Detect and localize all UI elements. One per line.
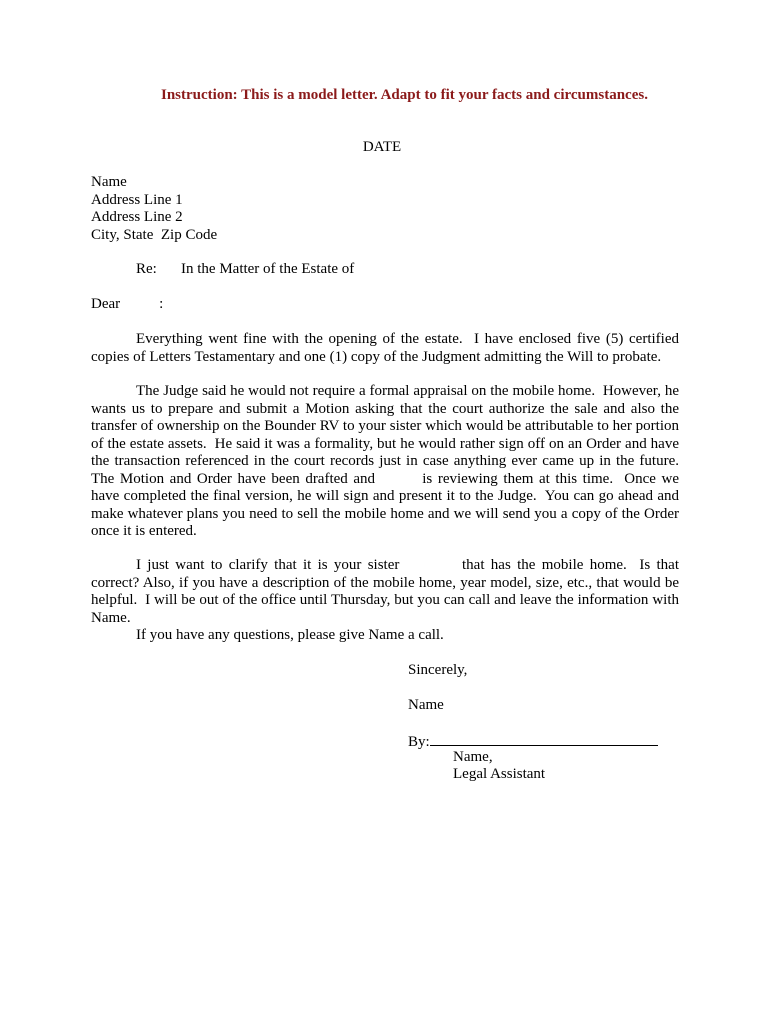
recipient-address-line-2: Address Line 2 — [91, 209, 183, 225]
recipient-name: Name — [91, 174, 127, 190]
letter-date: DATE — [362, 139, 402, 155]
body-paragraph-1: Everything went fine with the opening of the estate. I have enclosed five (5) certified copies of Letters Testamentary and one (1) copy of the Judgment admitting the Will to probate. — [91, 331, 683, 365]
signature-by-label: By: — [408, 734, 430, 750]
body-paragraph-2 — [91, 383, 687, 541]
signer-name: Name, — [453, 749, 493, 765]
reference-text: In the Matter of the Estate of — [181, 261, 355, 277]
salutation — [91, 296, 163, 314]
body-paragraph-3 — [91, 557, 683, 627]
paragraph-3-part-2: that has the mobile home. Is that correct? Also, if you have a description of the mobile home, year model, size, etc., that would be helpful. I will be out of the office until Thursday, but you can call and leave the information with Name. — [91, 557, 683, 626]
recipient-address-block — [91, 174, 217, 244]
signature-underline — [430, 732, 658, 746]
salutation-colon: : — [159, 296, 164, 312]
closing-sincerely: Sincerely, — [408, 662, 468, 678]
reference-label: Re: — [136, 261, 157, 277]
paragraph-3-part-1: I just want to clarify that it is your sister — [136, 557, 400, 573]
closing-name: Name — [408, 697, 444, 713]
instruction-note: Instruction: This is a model letter. Adapt to fit your facts and circumstances. — [161, 87, 648, 103]
paragraph-2-part-2: is reviewing them at this time. Once we have completed the final version, he will sign and present it to the Judge. You can go ahead and make whatever plans you need to sell the mobile home and we will send you a copy of the Order once it is entered. — [91, 470, 683, 539]
reference-line — [136, 261, 354, 279]
body-paragraph-4: If you have any questions, please give Name a call. — [136, 627, 444, 643]
signer-title: Legal Assistant — [453, 766, 546, 782]
recipient-city-state-zip: City, State Zip Code — [91, 226, 218, 243]
signature-line — [408, 732, 658, 752]
recipient-address-line-1: Address Line 1 — [91, 191, 183, 208]
paragraph-2-part-1: The Judge said he would not require a formal appraisal on the mobile home. However, he wants us to prepare and submit a Motion asking that the court authorize the sale and also the transfer of ownership on the Bounder RV to your sister which would be attributable to her portion of the estate assets. He said it was a formality, but he would rather sign off on an Order and have the transaction referenced in the court records just in case anything ever came up in the future. The Motion and Order have been drafted and — [91, 383, 687, 487]
salutation-text: Dear — [91, 296, 121, 312]
